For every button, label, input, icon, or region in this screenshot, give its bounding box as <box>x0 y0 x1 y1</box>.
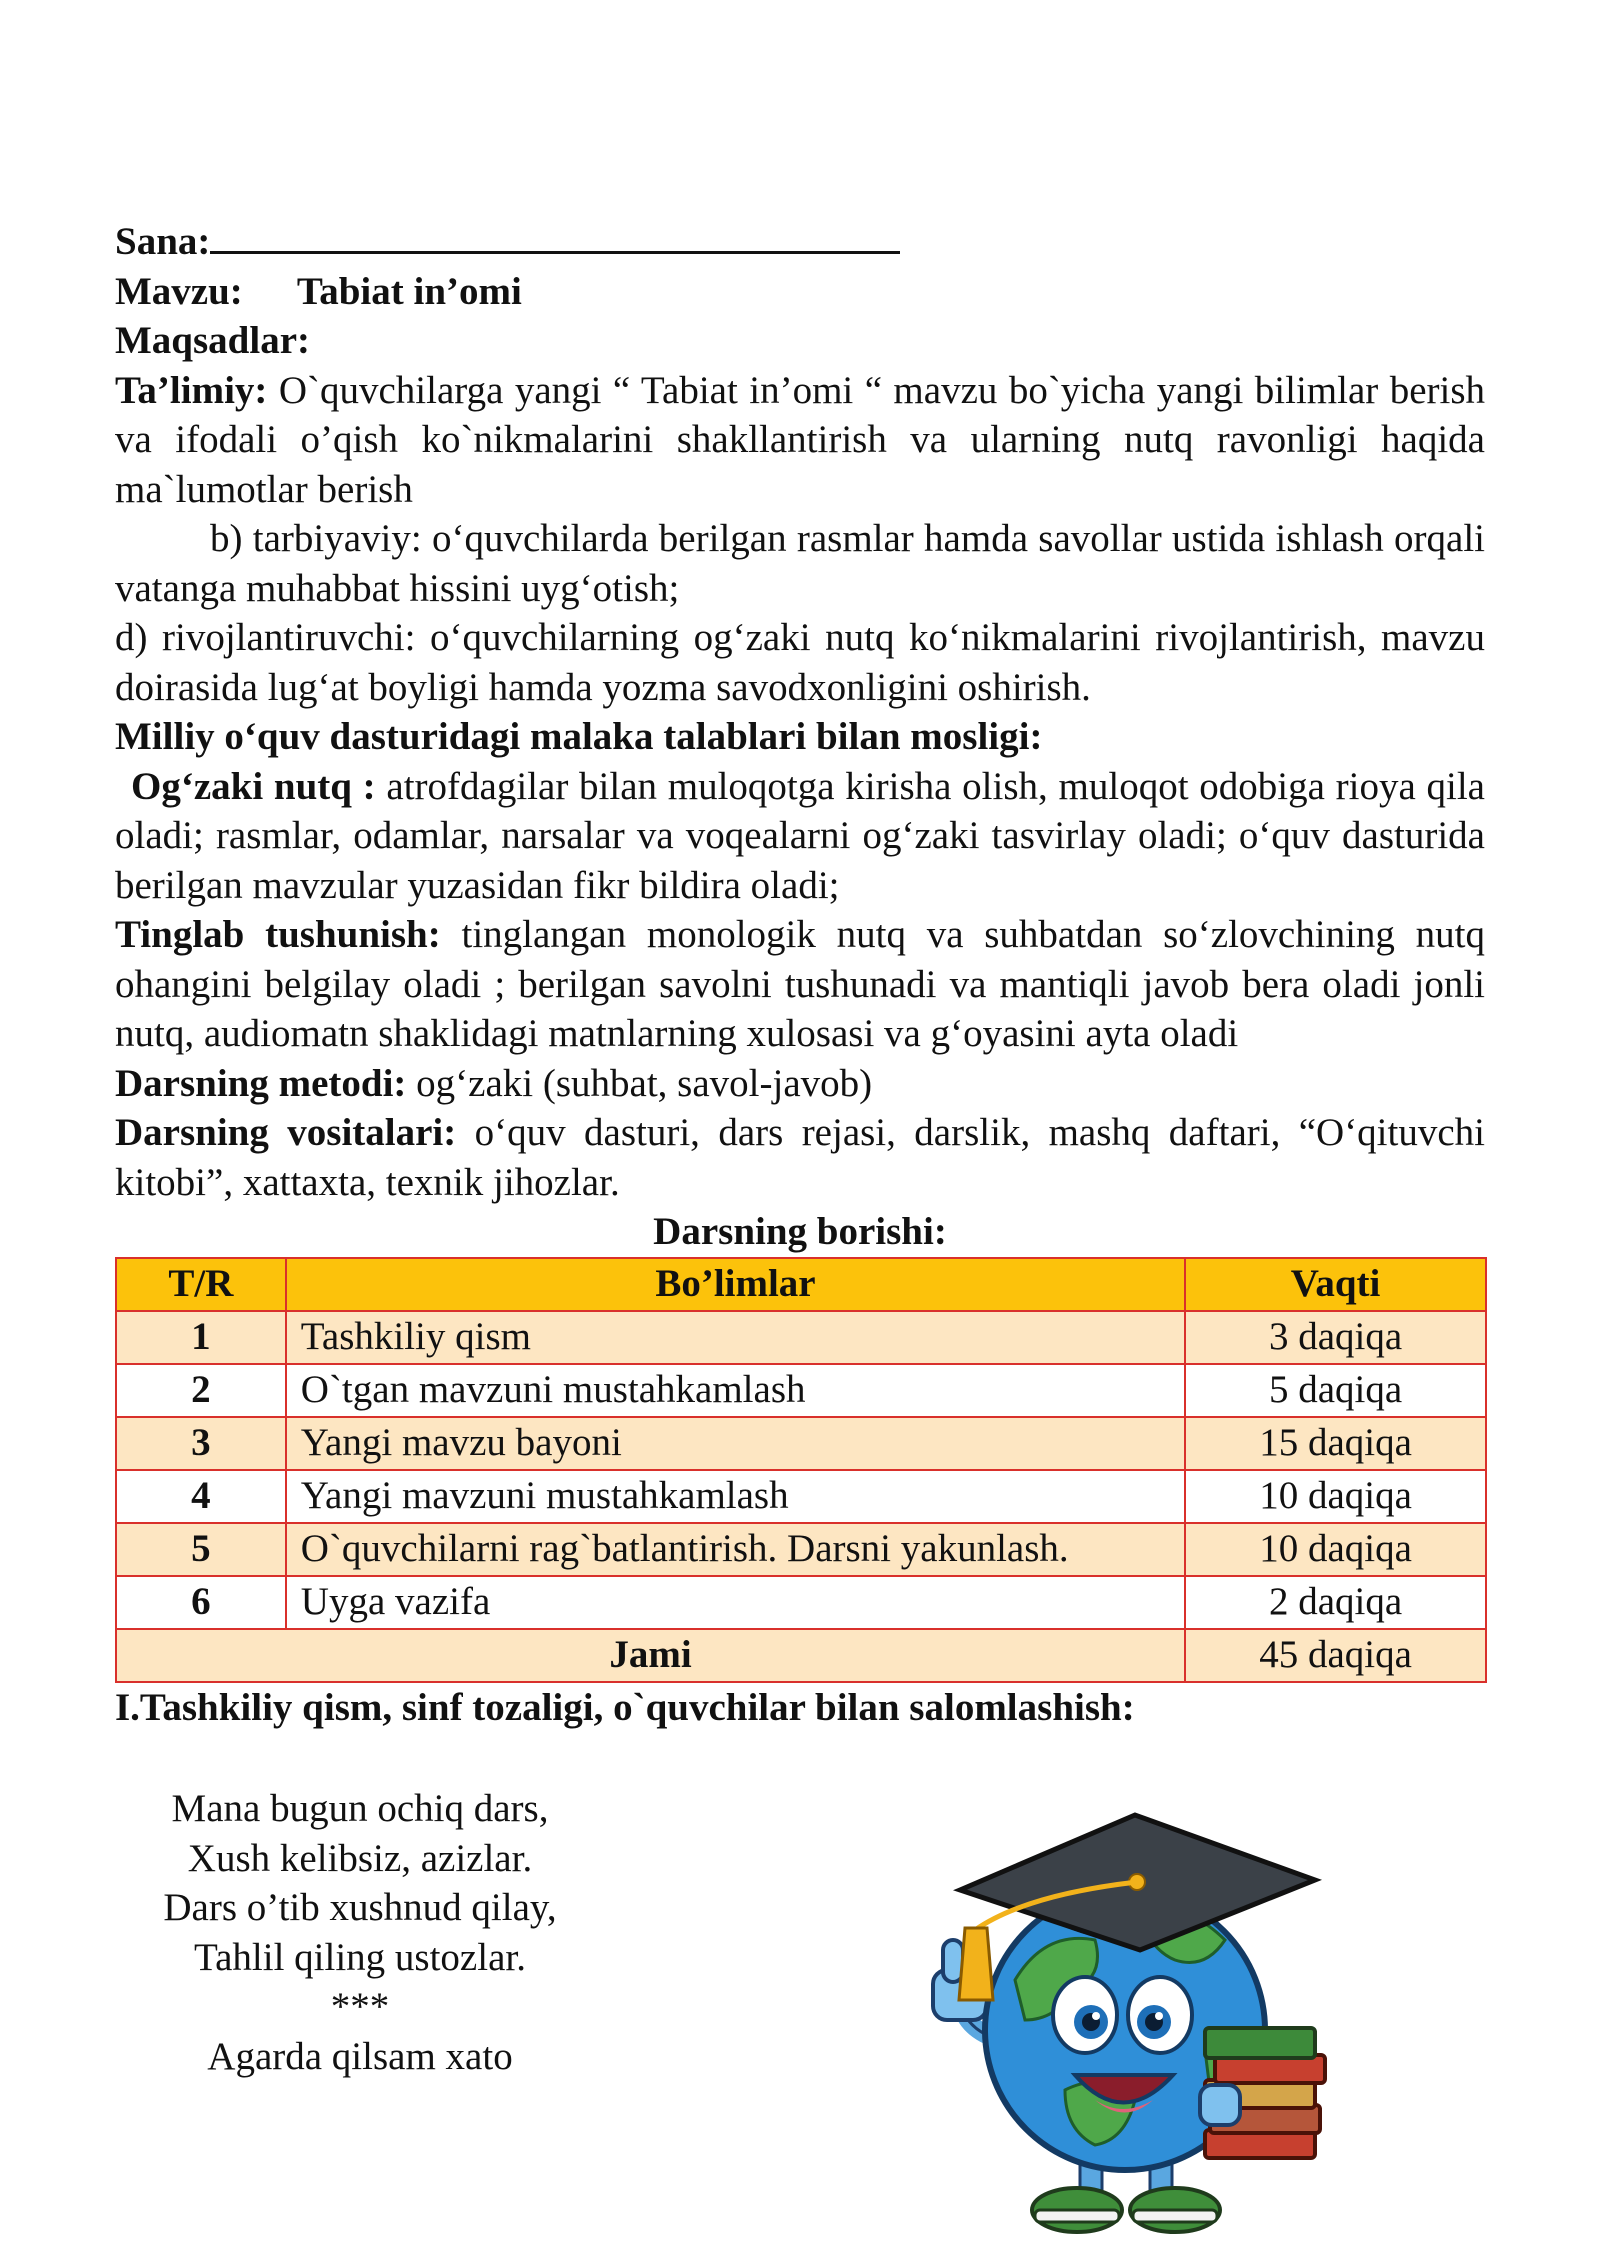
objective-tarbiyaviy: b) tarbiyaviy: o‘quvchilarda berilgan rasmlar hamda savollar ustida ishlash orqali vatanga muhabbat hissini uyg‘otish; <box>115 517 1485 610</box>
standard-tinglab: Tinglab tushunish: tinglangan monologik nutq va suhbatdan so‘zlovchining nutq ohangini belgilay oladi ; berilgan savolni tushunadi va mantiqli javob bera oladi jonli nutq, audiomatn shaklidagi matnlarning xulosasi va g‘oyasini ayta oladi <box>115 913 1485 1055</box>
poem-line: Mana bugun ochiq dars, <box>171 1787 549 1830</box>
table-row: 5 O`quvchilarni rag`batlantirish. Darsni yakunlash. 10 daqiqa <box>116 1523 1486 1576</box>
stack-of-books-icon <box>1200 2028 1325 2158</box>
standards-heading: Milliy o‘quv dasturidagi malaka talablari bilan mosligi: <box>115 715 1043 758</box>
table-header-row <box>116 1258 1486 1311</box>
col-header-number: T/R <box>116 1258 286 1311</box>
table-row: 4 Yangi mavzuni mustahkamlash 10 daqiqa <box>116 1470 1486 1523</box>
date-line <box>115 215 1485 267</box>
topic-line <box>115 267 1485 317</box>
date-label: Sana: <box>115 220 211 263</box>
lesson-plan-table <box>115 1257 1487 1683</box>
poem-line: Agarda qilsam xato <box>207 2034 513 2078</box>
col-header-sections: Bo’limlar <box>286 1258 1185 1311</box>
table-total-row <box>116 1629 1486 1682</box>
tools-line: Darsning vositalari: o‘quv dasturi, dars rejasi, darslik, mashq daftari, “O‘qituvchi kitobi”, xattaxta, texnik jihozlar. <box>115 1111 1485 1204</box>
poem-separator: *** <box>330 1985 390 2028</box>
col-header-time: Vaqti <box>1185 1258 1486 1311</box>
method-line: Darsning metodi: og‘zaki (suhbat, savol-javob) <box>115 1061 873 1105</box>
poem-line: Dars o’tib xushnud qilay, <box>163 1886 557 1929</box>
total-label: Jami <box>116 1629 1185 1682</box>
objectives-heading: Maqsadlar: <box>115 319 310 362</box>
objective-rivojlantiruvchi: d) rivojlantiruvchi: o‘quvchilarning og‘zaki nutq ko‘nikmalarini rivojlantirish, mavzu doirasida lug‘at boyligi hamda yozma savodxonligini oshirish. <box>115 616 1485 709</box>
poem-line: Xush kelibsiz, azizlar. <box>187 1836 533 1880</box>
greeting-poem <box>115 1784 605 2081</box>
section1-heading: I.Tashkiliy qism, sinf tozaligi, o`quvchilar bilan salomlashish: <box>115 1685 1135 1729</box>
topic-value: Tabiat in’omi <box>296 269 522 313</box>
table-title: Darsning borishi: <box>653 1210 947 1253</box>
table-row: 3 Yangi mavzu bayoni 15 daqiqa <box>116 1417 1486 1470</box>
document-page <box>115 215 1485 1732</box>
standard-ogzaki: Og‘zaki nutq : atrofdagilar bilan muloqotga kirisha olish, muloqot odobiga rioya qila oladi; rasmlar, odamlar, narsalar va voqealarni og‘zaki tasvirlay oladi; o‘quv dasturida berilgan mavzular yuzasidan fikr bildira oladi; <box>115 764 1485 907</box>
poem-line: Tahlil qiling ustozlar. <box>194 1935 526 1979</box>
table-row: 6 Uyga vazifa 2 daqiqa <box>116 1576 1486 1629</box>
total-value: 45 daqiqa <box>1185 1629 1486 1682</box>
table-row: 1 Tashkiliy qism 3 daqiqa <box>116 1311 1486 1364</box>
topic-label: Mavzu: <box>115 269 243 313</box>
globe-mascot-illustration <box>905 1800 1345 2245</box>
date-blank[interactable] <box>210 215 900 254</box>
objective-talimiy: Ta’limiy: O`quvchilarga yangi “ Tabiat in’omi “ mavzu bo`yicha yangi bilimlar berish va ifodali o’qish ko`nikmalarini shakllantirish va ularning nutq ravonligi haqida ma`lumotlar berish <box>115 368 1485 511</box>
table-row: 2 O`tgan mavzuni mustahkamlash 5 daqiqa <box>116 1364 1486 1417</box>
